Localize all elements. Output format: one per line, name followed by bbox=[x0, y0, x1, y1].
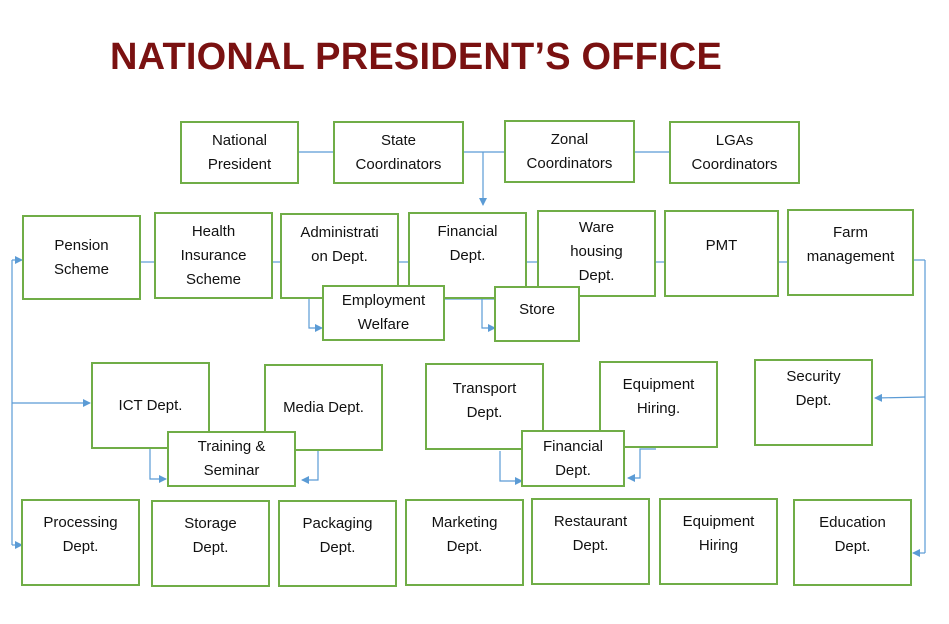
zonal-coordinators-box bbox=[504, 120, 635, 183]
marketing-dept-box bbox=[405, 499, 524, 586]
warehousing-dept-box bbox=[537, 210, 656, 297]
restaurant-dept-box bbox=[531, 498, 650, 585]
packaging-dept-label: Packaging Dept. bbox=[302, 515, 373, 556]
store-label: Store bbox=[519, 301, 555, 318]
pmt-box bbox=[664, 210, 779, 297]
employment-welfare-label: Employment Welfare bbox=[341, 292, 426, 333]
health-insurance-box bbox=[154, 212, 273, 299]
education-dept-box bbox=[793, 499, 912, 586]
equipment-hiring-bottom-label: Equipment Hiring bbox=[682, 513, 755, 554]
lgas-coordinators-label: LGAs Coordinators bbox=[691, 131, 778, 173]
equipment-hiring-mid-label: Equipment Hiring. bbox=[622, 376, 695, 417]
education-dept-label: Education Dept. bbox=[819, 514, 886, 555]
page-title: NATIONAL PRESIDENT’S OFFICE bbox=[110, 36, 723, 78]
packaging-dept-box bbox=[278, 500, 397, 587]
pmt-label: PMT bbox=[705, 237, 738, 254]
processing-dept-box bbox=[21, 499, 140, 586]
financial-dept-top-label: Financial Dept. bbox=[437, 223, 498, 264]
pension-scheme-label: Pension Scheme bbox=[53, 236, 110, 278]
national-president-label: National President bbox=[207, 131, 272, 173]
equipment-hiring-bottom-box bbox=[659, 498, 778, 585]
media-dept-label: Media Dept. bbox=[283, 398, 364, 416]
store-box bbox=[494, 286, 580, 342]
training-seminar-label: Training & Seminar bbox=[197, 438, 266, 479]
storage-dept-box bbox=[151, 500, 270, 587]
marketing-dept-label: Marketing Dept. bbox=[431, 514, 498, 555]
national-president-box bbox=[180, 121, 299, 184]
training-seminar-box bbox=[167, 431, 296, 487]
ict-dept-label: ICT Dept. bbox=[118, 396, 183, 414]
state-coordinators-label: State Coordinators bbox=[355, 131, 442, 173]
employment-welfare-box bbox=[322, 285, 445, 341]
health-insurance-label: Health Insurance Scheme bbox=[180, 222, 247, 288]
restaurant-dept-label: Restaurant Dept. bbox=[553, 513, 628, 554]
transport-dept-label: Transport Dept. bbox=[452, 380, 517, 421]
farm-management-box bbox=[787, 209, 914, 296]
state-coordinators-box bbox=[333, 121, 464, 184]
financial-dept-mid-label: Financial Dept. bbox=[542, 437, 604, 479]
financial-dept-mid-box bbox=[521, 430, 625, 487]
administration-dept-label: Administrati on Dept. bbox=[300, 224, 379, 265]
processing-dept-label: Processing Dept. bbox=[43, 514, 118, 555]
warehousing-dept-label: Ware housing Dept. bbox=[570, 219, 623, 284]
security-dept-box bbox=[754, 359, 873, 446]
security-dept-label: Security Dept. bbox=[786, 368, 841, 409]
pension-scheme-box bbox=[22, 215, 141, 300]
storage-dept-label: Storage Dept. bbox=[184, 515, 237, 556]
farm-management-label: Farm management bbox=[806, 224, 895, 265]
zonal-coordinators-label: Zonal Coordinators bbox=[526, 130, 613, 172]
lgas-coordinators-box bbox=[669, 121, 800, 184]
